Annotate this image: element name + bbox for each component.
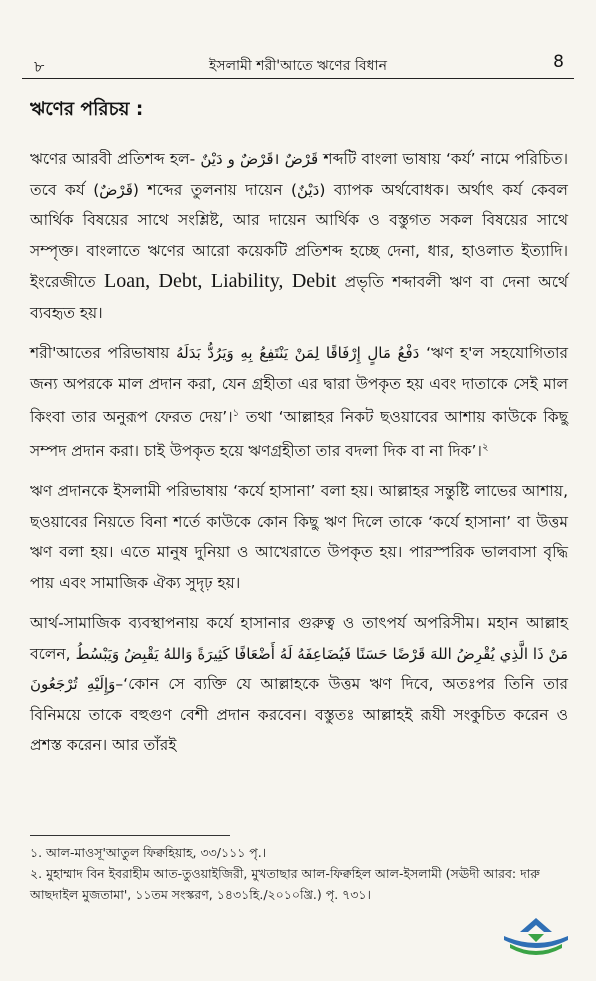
- footnote: ২. মুহাম্মাদ বিন ইবরাহীম আত-তুওয়াইজিরী, মুখতাছার আল-ফিক্বহিল আল-ইসলামী (সঊদী আরব: দারু আছদাইল মুজতামা', ১১তম সংস্করণ, ১৪৩১হি./২০১০খ্রি.) পৃ. ৭৩১।: [30, 866, 540, 902]
- arabic-text: دَيْنٌ: [297, 180, 320, 199]
- paragraph-importance: [30, 608, 568, 761]
- text-span: ‘ঋণ হ'ল সহযোগিতার জন্য অপরকে মাল প্রদান করা, যেন গ্রহীতা এর দ্বারা উপকৃত হয় এবং দাতাকে সেই মাল কিংবা তার অনুরূপ ফেরত দেয়’।: [30, 344, 568, 427]
- arabic-text: قَرْضٌ: [99, 180, 133, 199]
- section-heading: ঋণের পরিচয় :: [30, 99, 144, 120]
- english-terms: Loan, Debt, Liability, Debit: [104, 270, 337, 292]
- text-span: ) ব্যাপক অর্থবোধক। অর্থাৎ কর্য কেবল আর্থিক বিষয়ের সাথে সংশ্লিষ্ট, আর দায়েন আর্থিক ও বস্তুগত সকল বিষয়ের সাথে সম্পৃক্ত। বাংলাতে ঋণের আরো কয়েকটি প্রতিশব্দ হচ্ছে দেনা, ধার, হাওলাত ইত্যাদি। ইংরেজীতে: [30, 180, 568, 291]
- page-number-right: 8: [553, 52, 564, 72]
- text-span: ।: [273, 150, 285, 168]
- arabic-text: قَرْضٌ: [284, 150, 319, 168]
- arabic-text: قَرْضٌ و دَيْنٌ: [200, 150, 274, 168]
- footnote-ref[interactable]: ১: [232, 408, 240, 419]
- text-span: ঋণের আরবী প্রতিশব্দ হল-: [30, 150, 201, 168]
- running-title: ইসলামী শরী'আতে ঋণের বিধান: [209, 58, 387, 74]
- text-span: প্রভৃতি শব্দাবলী ঋণ বা দেনা অর্থে ব্যবহৃত হয়।: [30, 273, 569, 322]
- page-number-left: ৮: [34, 57, 45, 76]
- text-span: শব্দটি বাংলা ভাষায় ‘কর্য’ নামে পরিচিত। তবে কর্য (: [30, 150, 569, 199]
- text-span: তথা ‘আল্লাহর নিকট ছওয়াবের আশায় কাউকে কিছু সম্পদ প্রদান করা। চাই উপকৃত হয়ে ঋণগ্রহীতা তার বদলা দিক বা না দিক’।: [30, 408, 568, 460]
- paragraph-shariah-definition: [30, 338, 568, 466]
- page-body: [30, 95, 568, 771]
- text-span: ) শব্দের তুলনায় দায়েন (: [132, 180, 298, 199]
- footnotes: [30, 842, 570, 905]
- paragraph-qarde-hasana: ঋণ প্রদানকে ইসলামী পরিভাষায় ‘কর্যে হাসানা’ বলা হয়। আল্লাহর সন্তুষ্টি লাভের আশায়, ছওয়াবের নিয়তে বিনা শর্তে কাউকে কোন কিছু ঋণ দিলে তাকে ‘কর্যে হাসানা’ বা উত্তম ঋণ বলা হয়। এতে মানুষ দুনিয়া ও আখেরাতে উপকৃত হয়। পারস্পরিক ভালবাসা বৃদ্ধি পায় এবং সামাজিক ঐক্য সুদৃঢ় হয়।: [30, 482, 568, 592]
- footnote-divider: [30, 835, 230, 836]
- arabic-text: مَنْ ذَا الَّذِي يُقْرِضُ اللهَ قَرْضًا حَسَنًا فَيُضَاعِفَهُ لَهُ أَضْعَافًا كَثِيرَةً وَاللهُ يَقْبِضُ وَيَبْسُطُ وَإِلَيْهِ تُرْجَعُونَ: [30, 644, 569, 694]
- publisher-logo-icon: [500, 916, 572, 960]
- paragraph-definition: [30, 144, 568, 328]
- text-span: আর্থ-সামাজিক ব্যবস্থাপনায় কর্যে হাসানার গুরুত্ব ও তাৎপর্য অপরিসীম। মহান আল্লাহ বলেন,: [30, 614, 568, 663]
- footnote: ১. আল-মাওসূ'আতুল ফিক্বহিয়াহ, ৩৩/১১১ পৃ.।: [30, 845, 267, 860]
- footnote-ref[interactable]: ২: [481, 441, 489, 453]
- text-span: –‘কোন সে ব্যক্তি যে আল্লাহকে উত্তম ঋণ দিবে, অতঃপর তিনি তার বিনিময়ে তাকে বহুগুণ বেশী প্রদান করবেন। বস্তুতঃ আল্লাহই রূযী সংকুচিত করেন ও প্রশস্ত করেন। আর তাঁরই: [30, 675, 568, 755]
- arabic-text: دَفْعُ مَالٍ إِرْفَاقًا لِمَنْ يَنْتَفِعُ بِهِ وَيَرُدُّ بَدَلَهُ: [176, 344, 420, 362]
- text-span: শরী'আতের পরিভাষায়: [30, 344, 177, 362]
- page-header: [22, 52, 574, 79]
